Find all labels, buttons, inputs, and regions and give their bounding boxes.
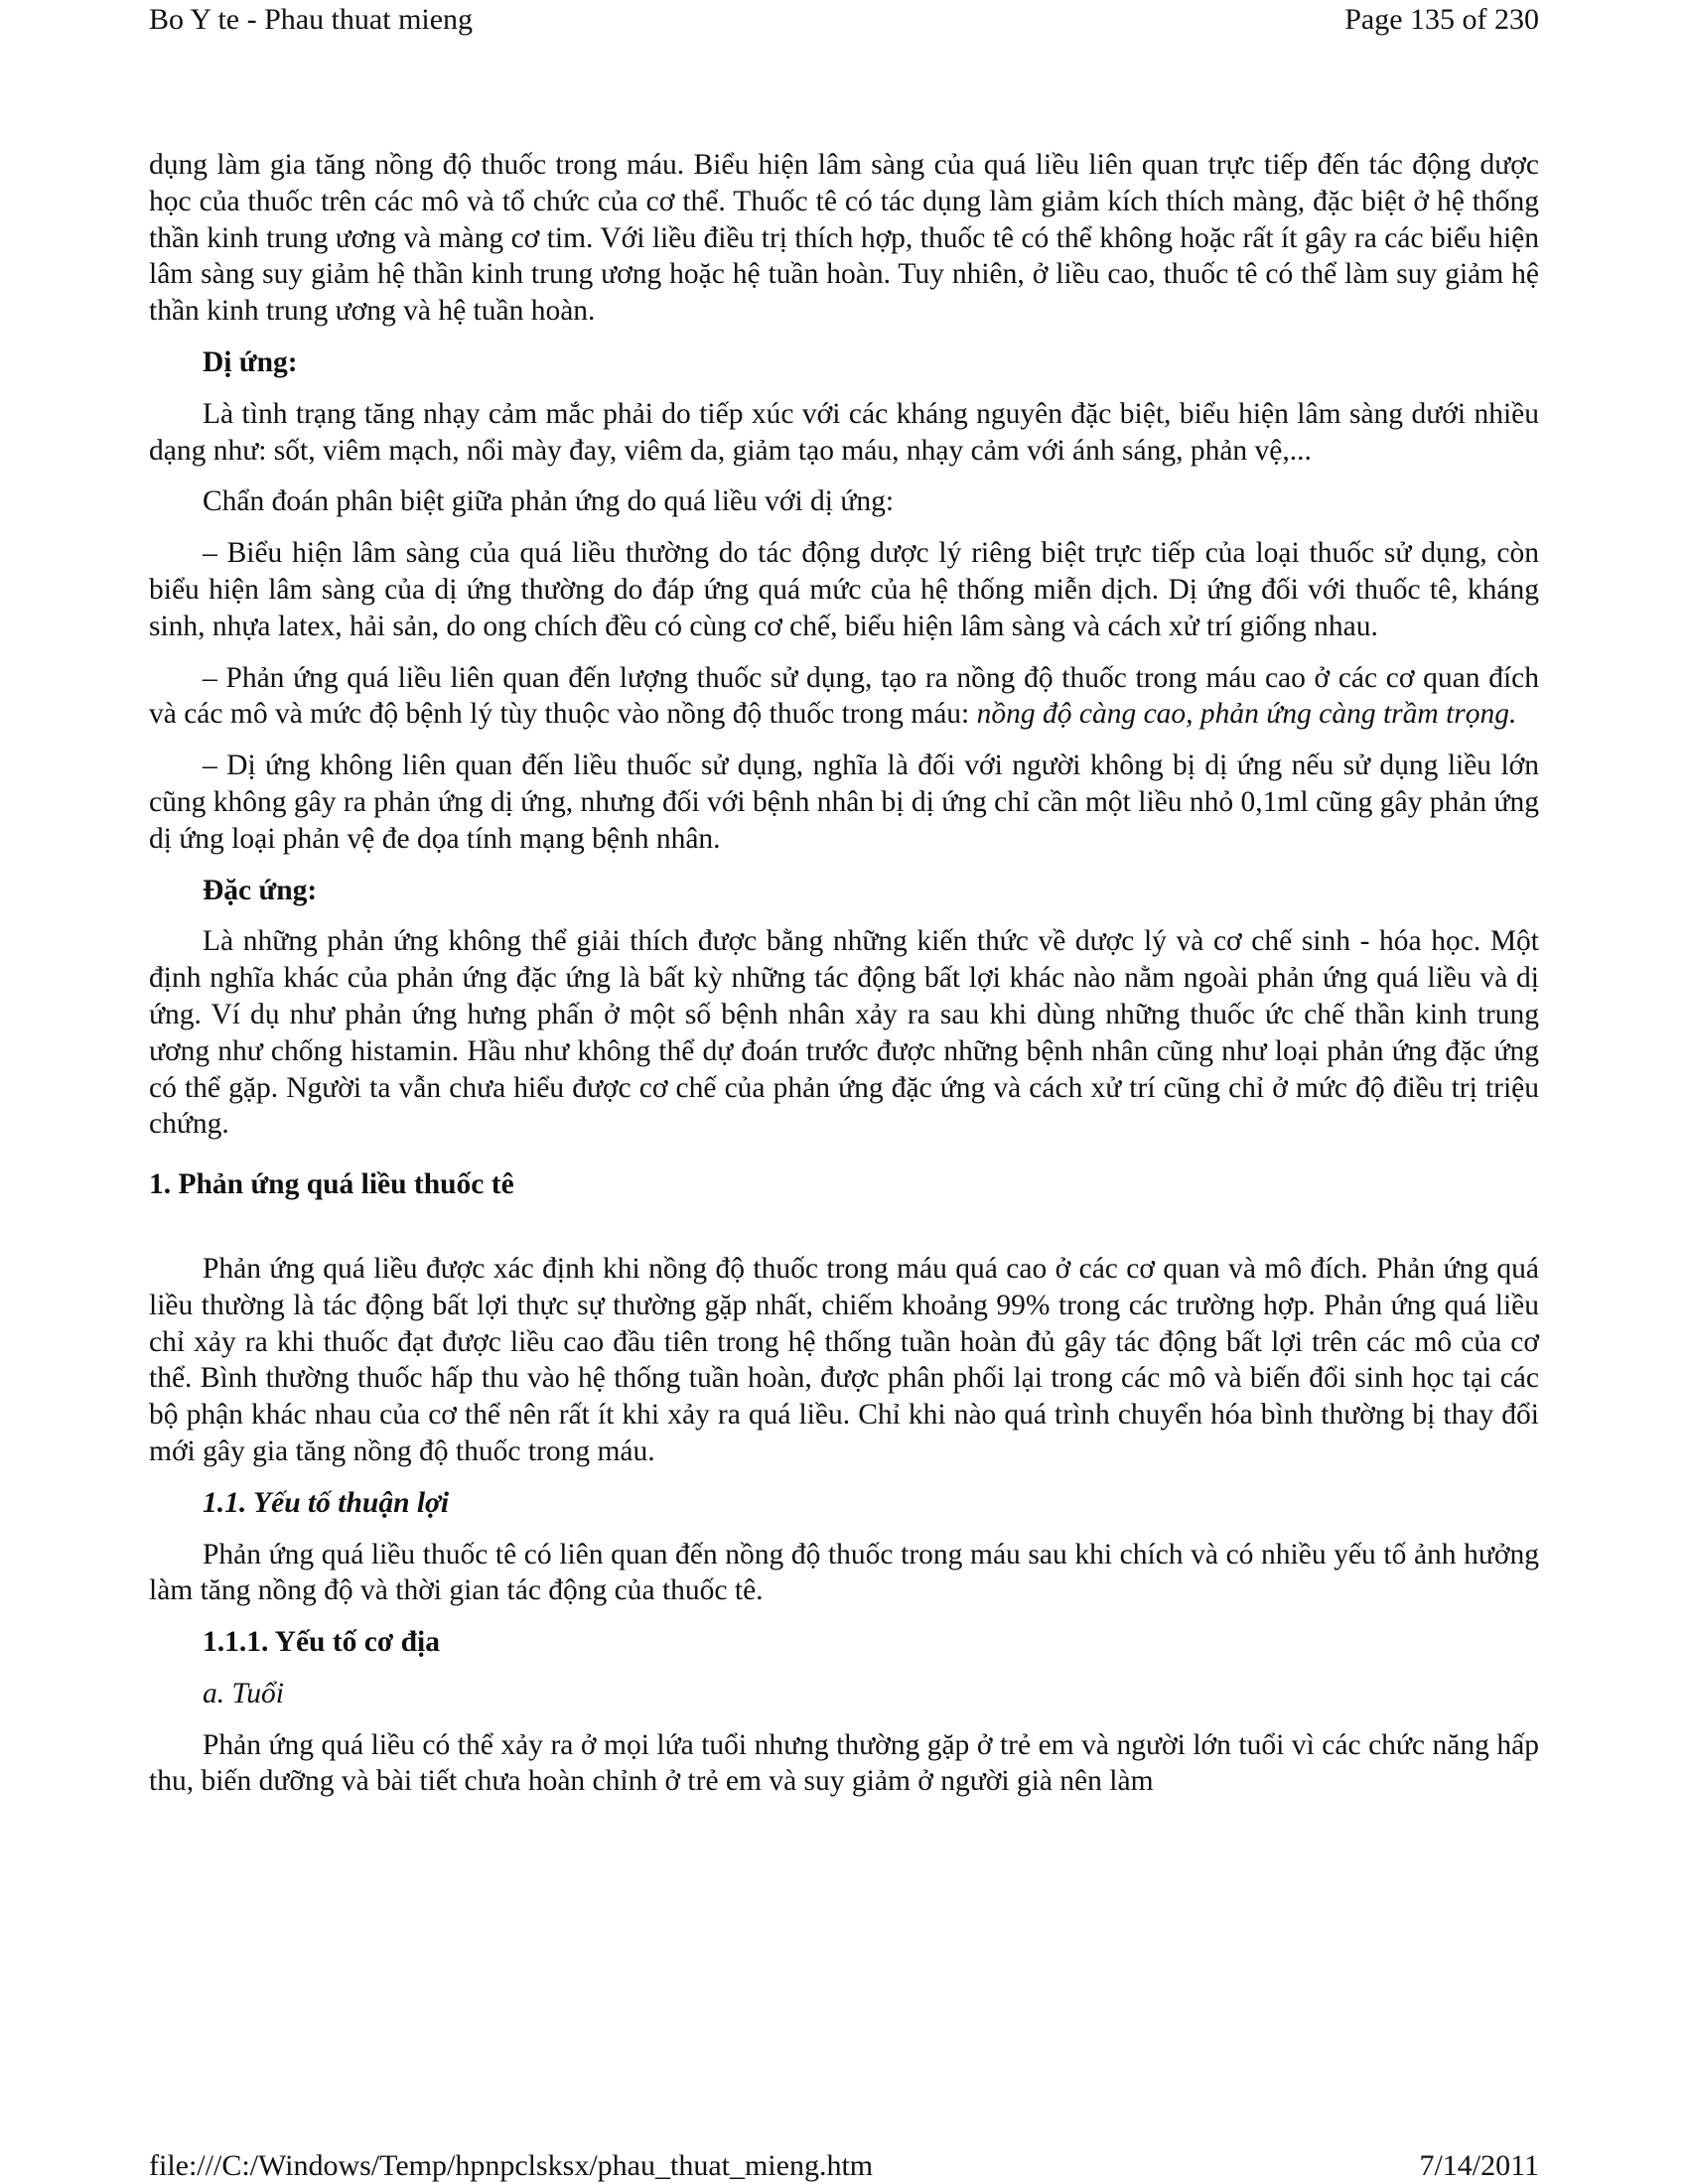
subsection-heading-risk-factors: 1.1. Yếu tố thuận lợi — [203, 1486, 450, 1519]
document-body — [149, 147, 1539, 1815]
paragraph-allergy-definition: Là tình trạng tăng nhạy cảm mắc phải do tiếp xúc với các kháng nguyên đặc biệt, biểu hiện lâm sàng dưới nhiều dạng như: sốt, viêm mạch, nổi mày đay, viêm da, giảm tạo máu, nhạy cảm với ánh sáng, phản vệ,... — [149, 397, 1539, 467]
paragraph-overdose-continuation: dụng làm gia tăng nồng độ thuốc trong máu. Biểu hiện lâm sàng của quá liều liên quan trực tiếp đến tác động dược học của thuốc trên các mô và tổ chức của cơ thể. Thuốc tê có tác dụng làm giảm kích thích màng, đặc biệt ở hệ thống thần kinh trung ương và màng cơ tim. Với liều điều trị thích hợp, thuốc tê có thể không hoặc rất ít gây ra các biểu hiện lâm sàng suy giảm hệ thần kinh trung ương hoặc hệ tuần hoàn. Tuy nhiên, ở liều cao, thuốc tê có thể làm suy giảm hệ thần kinh trung ương và hệ tuần hoàn. — [149, 149, 1539, 328]
paragraph-differential-2-emphasis: nồng độ càng cao, phản ứng càng trầm trọng. — [976, 698, 1517, 731]
paragraph-differential-2-text: – Phản ứng quá liều liên quan đến lượng thuốc sử dụng, tạo ra nồng độ thuốc trong máu cao ở các cơ quan đích và các mô và mức độ bệnh lý tùy thuộc vào nồng độ thuốc trong máu: — [149, 661, 1539, 731]
paragraph-differential-2 — [149, 660, 1539, 734]
footer-date: 7/14/2011 — [1419, 2149, 1539, 2182]
paragraph-differential-3: – Dị ứng không liên quan đến liều thuốc sử dụng, nghĩa là đối với người không bị dị ứng nếu sử dụng liều lớn cũng không gây ra phản ứng dị ứng, nhưng đối với bệnh nhân bị dị ứng chỉ cần một liều nhỏ 0,1ml cũng gây phản ứng dị ứng loại phản vệ đe dọa tính mạng bệnh nhân. — [149, 750, 1539, 855]
header-page-number: Page 135 of 230 — [1344, 3, 1539, 36]
page-footer — [149, 2148, 1539, 2184]
paragraph-idiosyncrasy-definition: Là những phản ứng không thể giải thích được bằng những kiến thức về dược lý và cơ chế sinh - hóa học. Một định nghĩa khác của phản ứng đặc ứng là bất kỳ những tác động bất lợi khác nào nằm ngoài phản ứng quá liều và dị ứng. Ví dụ như phản ứng hưng phấn ở một số bệnh nhân xảy ra sau khi dùng những thuốc ức chế thần kinh trung ương như chống histamin. Hầu như không thể dự đoán trước được những bệnh nhân cũng như loại phản ứng đặc ứng có thể gặp. Người ta vẫn chưa hiểu được cơ chế của phản ứng đặc ứng và cách xử trí cũng chỉ ở mức độ điều trị triệu chứng. — [149, 925, 1539, 1141]
footer-file-path: file:///C:/Windows/Temp/hpnpclsksx/phau_thuat_mieng.htm — [149, 2149, 874, 2182]
paragraph-age: Phản ứng quá liều có thể xảy ra ở mọi lứa tuổi nhưng thường gặp ở trẻ em và người lớn tuổi vì các chức năng hấp thu, biến dưỡng và bài tiết chưa hoàn chỉnh ở trẻ em và suy giảm ở người già nên làm — [149, 1728, 1539, 1798]
item-heading-age: a. Tuổi — [203, 1677, 284, 1709]
label-allergy: Dị ứng: — [203, 345, 298, 378]
paragraph-differential-1: – Biểu hiện lâm sàng của quá liều thường do tác động dược lý riêng biệt trực tiếp của loại thuốc sử dụng, còn biểu hiện lâm sàng của dị ứng thường do đáp ứng quá mức của hệ thống miễn dịch. Dị ứng đối với thuốc tê, kháng sinh, nhựa latex, hải sản, do ong chích đều có cùng cơ chế, biểu hiện lâm sàng và cách xử trí giống nhau. — [149, 537, 1539, 642]
subsubsection-heading-constitutional: 1.1.1. Yếu tố cơ địa — [203, 1626, 440, 1659]
paragraph-overdose-definition: Phản ứng quá liều được xác định khi nồng độ thuốc trong máu quá cao ở các cơ quan và mô đích. Phản ứng quá liều thường là tác động bất lợi thực sự thường gặp nhất, chiếm khoảng 99% trong các trường hợp. Phản ứng quá liều chỉ xảy ra khi thuốc đạt được liều cao đầu tiên trong hệ thống tuần hoàn đủ gây tác động bất lợi trên các mô của cơ thể. Bình thường thuốc hấp thu vào hệ thống tuần hoàn, được phân phối lại trong các mô và biến đổi sinh học tại các bộ phận khác nhau của cơ thể nên rất ít khi xảy ra quá liều. Chỉ khi nào quá trình chuyển hóa bình thường bị thay đổi mới gây gia tăng nồng độ thuốc trong máu. — [149, 1252, 1539, 1467]
page-header — [149, 2, 1539, 38]
label-idiosyncrasy: Đặc ứng: — [203, 874, 318, 906]
paragraph-risk-factors: Phản ứng quá liều thuốc tê có liên quan đến nồng độ thuốc trong máu sau khi chích và có nhiều yếu tố ảnh hưởng làm tăng nồng độ và thời gian tác động của thuốc tê. — [149, 1538, 1539, 1607]
section-heading-overdose: 1. Phản ứng quá liều thuốc tê — [149, 1168, 514, 1201]
paragraph-differential-intro: Chẩn đoán phân biệt giữa phản ứng do quá liều với dị ứng: — [203, 485, 895, 518]
header-document-title: Bo Y te - Phau thuat mieng — [149, 3, 474, 36]
